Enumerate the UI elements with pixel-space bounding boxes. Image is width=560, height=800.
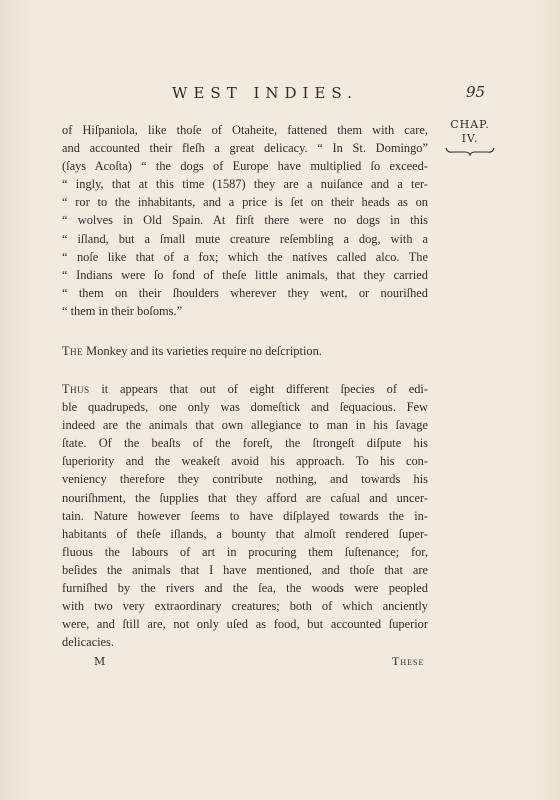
text-line: “ ingly, that at this time (1587) they are a nuiſance and a ter- — [62, 177, 428, 192]
text-line: with two very extraordinary creatures; both of which anciently — [62, 599, 428, 614]
brace-ornament — [445, 146, 495, 156]
paragraph-quotation — [62, 121, 428, 320]
text-line — [62, 380, 428, 398]
text-line: ſuperiority and the weakeſt avoid his approach. To his con- — [62, 454, 428, 469]
text-line: veniency therefore they contribute nothing, and towards his — [62, 472, 428, 487]
text-line: ble quadrupeds, one only was domeſtick and ſequacious. Few — [62, 400, 428, 415]
text-line: and accounted their fleſh a great delicacy. “ In St. Domingo” — [62, 141, 428, 156]
chapter-marginal-note — [440, 118, 500, 156]
chapter-label: CHAP. — [450, 118, 490, 131]
text-line: indeed are the animals that own allegiance to man in his ſavage — [62, 418, 428, 433]
paragraph-quadrupeds — [62, 380, 428, 651]
text-line: fluous the labours of art in procuring them ſuſtenance; for, — [62, 544, 428, 559]
lead-word: The — [62, 344, 84, 358]
text-line: (ſays Acoſta) “ the dogs of Europe have multiplied ſo exceed- — [62, 159, 428, 174]
text-line: “ wolves in Old Spain. At firſt there were no dogs in this — [62, 213, 428, 228]
text-line: of Hiſpaniola, like thoſe of Otaheite, fattened them with care, — [62, 123, 428, 137]
catchword: These — [392, 654, 425, 668]
text-line: “ iſland, but a ſmall mute creature reſembling a dog, with a — [62, 231, 428, 246]
text-line: nouriſhment, the ſupplies that they afford are caſual and uncer- — [62, 490, 428, 505]
signature-mark: M — [94, 655, 106, 668]
lead-word: Thus — [62, 382, 90, 396]
text-line: “ noſe like that of a fox; which the natives called alco. The — [62, 249, 428, 264]
paragraph-monkey — [62, 342, 428, 360]
text-line: beſides the animals that I have mentioned, and thoſe that are — [62, 562, 428, 577]
text-run: Monkey and its varieties require no deſcription. — [83, 344, 322, 358]
running-head: WEST INDIES. — [172, 84, 358, 102]
text-line: “ them on their ſhoulders wherever they went, or nouriſhed — [62, 285, 428, 300]
text-line — [62, 342, 428, 360]
text-line: tain. Nature however ſeems to have diſplayed towards the in- — [62, 508, 428, 523]
text-line: “ Indians were ſo fond of theſe little animals, that they carried — [62, 267, 428, 282]
text-line: delicacies. — [62, 635, 114, 650]
text-line: “ ror to the inhabitants, and a price is ſet on their heads as on — [62, 195, 428, 210]
text-run: it appears that out of eight different ſpecies of edi- — [89, 382, 428, 396]
text-line: “ them in their boſoms.” — [62, 303, 183, 318]
text-line: were, and ſtill are, not only uſed as food, but accounted ſuperior — [62, 617, 428, 632]
page-number: 95 — [466, 83, 486, 101]
text-line: furniſhed by the rivers and the ſea, the woods were peopled — [62, 581, 428, 596]
text-line: ſtate. Of the beaſts of the foreſt, the ſtrongeſt diſpute his — [62, 436, 428, 451]
chapter-number: IV. — [461, 132, 479, 145]
text-line: habitants of theſe iſlands, a bounty that almoſt rendered ſuper- — [62, 526, 428, 541]
